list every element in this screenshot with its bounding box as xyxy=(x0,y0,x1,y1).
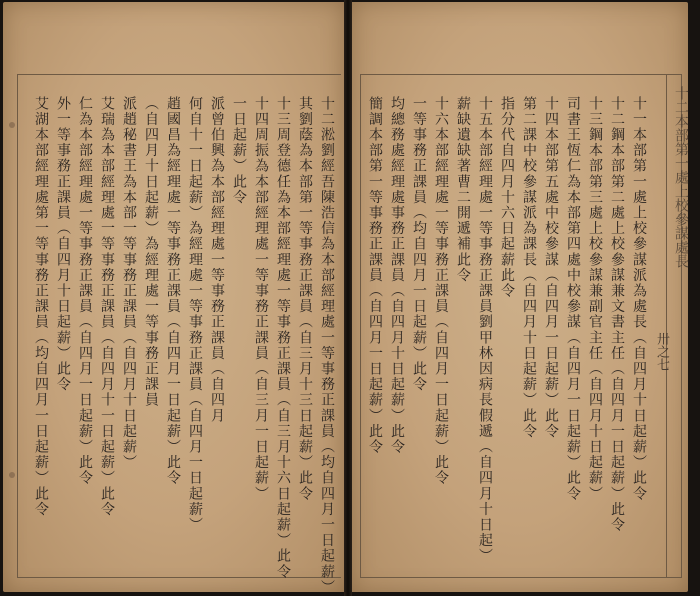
text-column: （自四月十日起薪）為經理處一等事務正課員 xyxy=(143,96,159,408)
text-column: 仁為本部經理處一等事務正課員（自四月一日起薪）此令 xyxy=(77,96,93,486)
text-column: 一等事務正課員（均自四月一日起薪）此令 xyxy=(411,96,427,393)
text-column: 十二鋼本部第二處上校參謀兼文書主任（自四月一日起薪）此令 xyxy=(609,96,625,533)
text-column: 司書王恆仁為本部第四處中校參謀（自四月一日起薪）此令 xyxy=(565,96,581,502)
text-column: 艾瑞為本部經理處一等事務正課員（自四月十一日起薪）此令 xyxy=(99,96,115,518)
text-column: 一日起薪）此令 xyxy=(231,96,247,206)
next-page-edge-text: 十二本部第一處上校參謀處長 xyxy=(673,86,689,268)
text-column: 十四周振為本部經理處一等事務正課員（自三月一日起薪） xyxy=(253,96,269,502)
text-column: 十三周登德任為本部經理處一等事務正課員（自三月十六日起薪）此令 xyxy=(275,96,291,580)
text-column: 薪缺遺缺著曹二開遞補此令 xyxy=(455,96,471,284)
text-column: 派曾伯興為本部經理處一等事務正課員（自四月 xyxy=(209,96,225,424)
text-column: 指分代自四月十六日起薪此令 xyxy=(499,96,515,299)
text-column: 趙國昌為經理處一等事務正課員（自四月一日起薪）此令 xyxy=(165,96,181,486)
text-column: 派趙秘書王為本部一等事務正課員（自四月十日起薪） xyxy=(121,96,137,471)
text-column: 十六本部經理處一等事務正課員（自四月一日起薪）此令 xyxy=(433,96,449,486)
text-column: 簡調本部第一等事務正課員（自四月一日起薪）此令 xyxy=(367,96,383,455)
text-column: 十一本部第一處上校參謀派為處長（自四月十日起薪）此令 xyxy=(631,96,647,502)
text-column: 十五本部經理處一等事務正課員劉甲林因病長假遞（自四月十日起） xyxy=(477,96,493,564)
text-column: 艾湖本部經理處第一等事務正課員（均自四月一日起薪）此令 xyxy=(33,96,49,518)
text-column: 何自十一日起薪）為經理處一等事務正課員（自四月一日起薪） xyxy=(187,96,203,533)
text-column: 第二課中校參謀派為課長（自四月十日起薪）此令 xyxy=(521,96,537,440)
text-column: 其劉蔭為本部第一等事務正課員（自三月十三日起薪）此令 xyxy=(297,96,313,502)
book-gutter xyxy=(344,0,352,596)
text-column: 十二淞劉經吾陳浩信為本部經理處一等事務正課員（均自四月一日起薪） xyxy=(319,96,335,596)
text-column: 均總務處經理處事務正課員（自四月十日起薪）此令 xyxy=(389,96,405,455)
text-column: 十三鋼本部第三處上校參謀兼副官主任（自四月十日起薪） xyxy=(587,96,603,502)
page-margin-note: 卅之七 xyxy=(654,332,669,371)
binding-hole xyxy=(9,472,15,478)
text-column: 外一等事務正課員（自四月十日起薪）此令 xyxy=(55,96,71,393)
text-column: 十四本部第五處中校參謀（自四月一日起薪）此令 xyxy=(543,96,559,440)
binding-hole xyxy=(9,122,15,128)
